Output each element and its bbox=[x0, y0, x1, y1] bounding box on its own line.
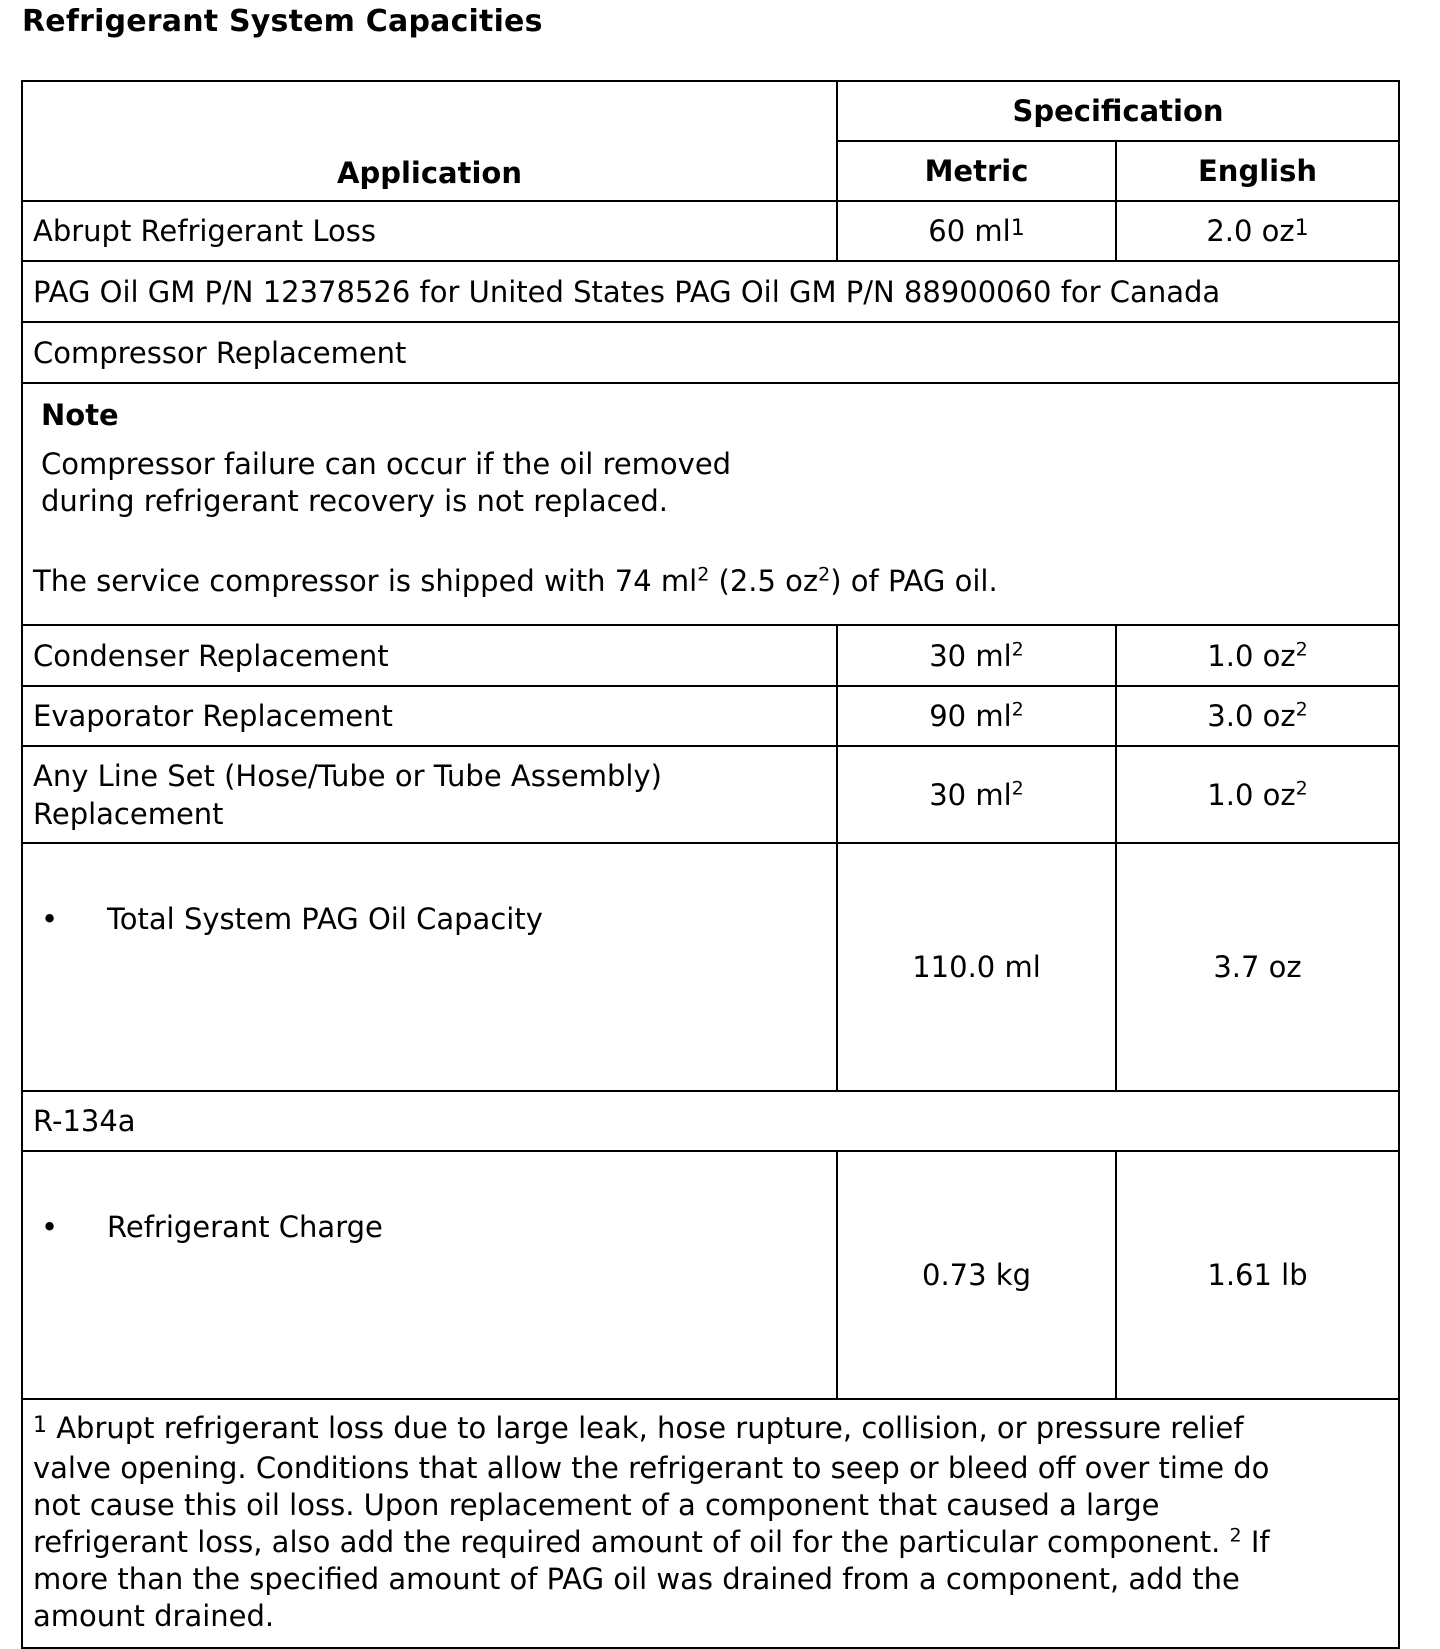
row-english: 1.0 $oz^2$ bbox=[1116, 746, 1399, 843]
row-english: 1.0 $oz^2$ bbox=[1116, 625, 1399, 686]
pag-oil-part-numbers: PAG Oil GM P/N 12378526 for United States PAG Oil GM P/N 88900060 for Canada bbox=[22, 261, 1399, 322]
row-metric: 90 $ml^2$ bbox=[837, 686, 1116, 746]
row-label: Evaporator Replacement bbox=[22, 686, 837, 746]
header-specification: Specification bbox=[837, 81, 1399, 141]
row-metric: 30 $ml^2$ bbox=[837, 746, 1116, 843]
note-body: Compressor failure can occur if the oil removed during refrigerant recovery is not replaced. bbox=[41, 447, 732, 518]
row-english: 3.7 oz bbox=[1116, 843, 1399, 1091]
capacities-table bbox=[21, 80, 1400, 1649]
table-row bbox=[22, 746, 1399, 843]
page-title: Refrigerant System Capacities bbox=[22, 4, 543, 39]
table-row bbox=[22, 261, 1399, 322]
row-metric: 30 $ml^2$ bbox=[837, 625, 1116, 686]
row-english: 1.61 lb bbox=[1116, 1151, 1399, 1399]
row-label: Condenser Replacement bbox=[22, 625, 837, 686]
table-row bbox=[22, 322, 1399, 383]
table-row bbox=[22, 843, 1399, 1091]
row-english: 3.0 $oz^2$ bbox=[1116, 686, 1399, 746]
footnote-row bbox=[22, 1399, 1399, 1648]
table-row bbox=[22, 1091, 1399, 1151]
section-compressor-replacement: Compressor Replacement bbox=[22, 322, 1399, 383]
row-label: Abrupt Refrigerant Loss bbox=[22, 201, 837, 261]
table-row bbox=[22, 625, 1399, 686]
bullet-icon: • bbox=[41, 1210, 59, 1244]
row-english: 2.0 $oz^1$ bbox=[1116, 201, 1399, 261]
footnotes: $^1$ Abrupt refrigerant loss due to large leak, hose rupture, collision, or pressure relief valve opening. Conditions that allow the refrigerant to seep or bleed off over time do not cause this oil loss. Upon replacement of a component that caused a large refrigerant loss, also add the required amount of oil for the particular component. $^2$ If more than the specified amount of PAG oil was drained from a component, add the amount drained. bbox=[22, 1399, 1399, 1648]
bullet-icon: • bbox=[41, 902, 59, 936]
service-compressor-text: The service compressor is shipped with 74 $ml^2$ (2.5 $oz^2$) of PAG oil. bbox=[33, 563, 998, 598]
row-label: • Refrigerant Charge bbox=[22, 1151, 837, 1399]
table-row bbox=[22, 1151, 1399, 1399]
header-english: English bbox=[1116, 141, 1399, 201]
note-row bbox=[22, 383, 1399, 625]
table-row bbox=[22, 201, 1399, 261]
note-cell bbox=[22, 383, 1399, 625]
header-application: Application bbox=[22, 81, 837, 201]
header-row-1 bbox=[22, 81, 1399, 141]
table-row bbox=[22, 686, 1399, 746]
row-metric: 110.0 ml bbox=[837, 843, 1116, 1091]
header-metric: Metric bbox=[837, 141, 1116, 201]
note-heading: Note bbox=[41, 398, 119, 432]
section-r134a: R-134a bbox=[22, 1091, 1399, 1151]
row-label: Any Line Set (Hose/Tube or Tube Assembly) Replacement bbox=[22, 746, 837, 843]
row-label: • Total System PAG Oil Capacity bbox=[22, 843, 837, 1091]
row-metric: 0.73 kg bbox=[837, 1151, 1116, 1399]
row-metric: 60 $ml^1$ bbox=[837, 201, 1116, 261]
